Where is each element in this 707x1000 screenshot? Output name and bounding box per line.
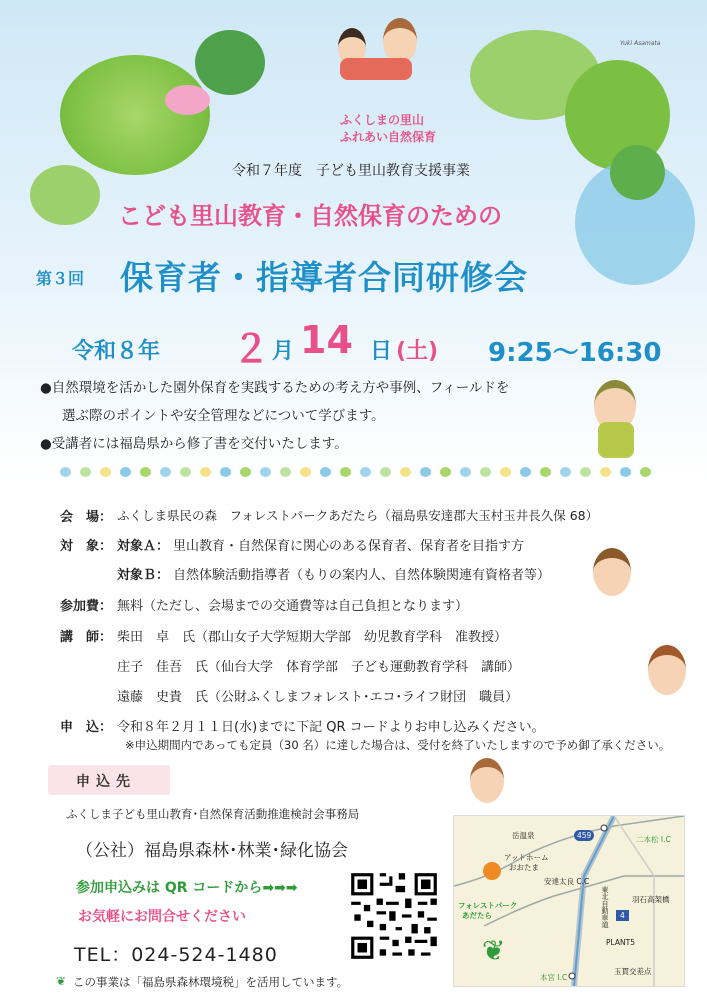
map-label-home2: おおたま <box>509 863 539 872</box>
map-label-forest1: フォレストパーク <box>458 901 518 910</box>
target-b-value: 自然体験活動指導者（もりの案内人、自然体験関連有資格者等） <box>173 568 551 583</box>
divider-dot <box>400 467 411 477</box>
fee-value: 無料（ただし、会場までの交通費等は自己負担となります） <box>117 599 469 614</box>
date-era-year: 令和８年 <box>72 339 161 364</box>
map-label-nihonmatsu: 二本松 I.C <box>636 835 671 844</box>
qr-instruction-text: 参加申込みは QR コードから <box>76 880 263 896</box>
tree-illustration-left-dark <box>195 30 265 95</box>
sprout-icon: ❦ <box>56 974 67 988</box>
map-label-motomiya: 本宮 I.C <box>540 973 568 982</box>
program-name: 令和７年度 子ども里山教育支援事業 <box>232 163 470 179</box>
teacher-body-illustration <box>598 422 634 458</box>
intro-line1: ●自然環境を活かした園外保育を実践するための考え方や事例、フィールドを <box>40 380 510 396</box>
target-b-label: 対象Ｂ： <box>117 568 170 583</box>
divider-dot <box>160 467 171 477</box>
target-a-label: 対象Ａ： <box>117 539 170 554</box>
target-a-value: 里山教育・自然保育に関心のある保育者、保育者を目指す方 <box>173 539 525 554</box>
sprout-logo-icon: ❦ <box>482 934 506 967</box>
divider-dot <box>520 467 531 477</box>
divider-dot <box>320 467 331 477</box>
divider-dot <box>80 467 91 477</box>
org-name: （公社）福島県森林･林業･緑化協会 <box>76 841 348 861</box>
divider-dot <box>120 467 131 477</box>
intro-line2: 選ぶ際のポイントや安全管理などについて学びます。 <box>62 408 385 424</box>
venue-value: ふくしま県民の森 フォレストパークあだたら（福島県安達郡大玉村玉井長久保 68） <box>117 508 599 523</box>
apply-label: 申 込： <box>60 720 113 735</box>
qr-arrows: ➡➡➡ <box>262 880 298 896</box>
map-route-4: 4 <box>616 910 629 921</box>
bush-illustration-right <box>610 145 665 200</box>
map-label-plant5: PLANT5 <box>606 938 635 947</box>
date-day: 14 <box>300 318 353 362</box>
girl-illustration <box>593 548 631 596</box>
divider-dot <box>380 467 391 477</box>
map-label-haneishi: 羽石高架橋 <box>632 895 670 904</box>
intro-line3: ●受講者には福島県から修了書を交付いたします。 <box>40 436 348 452</box>
divider-dot <box>580 467 591 477</box>
qr-instruction <box>76 877 298 897</box>
children-body-illustration <box>340 58 412 80</box>
divider-dot <box>220 467 231 477</box>
fee-label: 参加費： <box>60 599 113 614</box>
divider-dot <box>180 467 191 477</box>
tree-illustration-left <box>60 55 210 175</box>
lecturer-3: 遠藤 史貴 氏（公財ふくしまフォレスト･エコ･ライフ財団 職員） <box>117 690 519 705</box>
divider-dot <box>640 467 651 477</box>
divider-dot <box>540 467 551 477</box>
map-label-tamanoi: 玉貫交差点 <box>614 967 652 976</box>
kid-illustration-map <box>470 758 504 803</box>
map-label-forest2: あだたら <box>462 911 492 920</box>
telephone: TEL：024-524-1480 <box>74 944 278 966</box>
map-route-459: 459 <box>574 830 594 841</box>
map-label-expressway: 東北自動車道 <box>601 886 609 928</box>
divider-dot <box>500 467 511 477</box>
lecturer-1: 柴田 卓 氏（郡山女子大学短期大学部 幼児教育学科 准教授） <box>117 630 508 645</box>
divider-dot <box>600 467 611 477</box>
boy-illustration <box>648 645 686 695</box>
divider-dot <box>420 467 431 477</box>
divider-dot <box>300 467 311 477</box>
tree-illustration-left-small <box>30 165 100 225</box>
map-label-dake: 岳温泉 <box>512 831 535 840</box>
divider-dot <box>560 467 571 477</box>
date-weekday: (土) <box>396 339 439 364</box>
access-map <box>453 815 685 987</box>
divider-dot <box>340 467 351 477</box>
divider-dot <box>100 467 111 477</box>
divider-dot <box>360 467 371 477</box>
divider-dot <box>200 467 211 477</box>
dotted-divider <box>60 467 650 479</box>
date-time: 9:25～16:30 <box>488 338 662 368</box>
target-label: 対 象： <box>60 539 113 554</box>
divider-dot <box>480 467 491 477</box>
edition-label: 第３回 <box>36 269 85 288</box>
qr-code-icon <box>348 870 440 962</box>
divider-dot <box>440 467 451 477</box>
map-label-home1: アットホーム <box>504 853 549 862</box>
apply-note: ※申込期間内であっても定員（30 名）に達した場合は、受付を終了いたしますので予め御了承ください。 <box>125 738 671 752</box>
divider-dot <box>280 467 291 477</box>
lecturer-label: 講 師： <box>60 630 113 645</box>
divider-dot <box>620 467 631 477</box>
lecturer-2: 庄子 佳吾 氏（仙台大学 体育学部 子ども運動教育学科 講師） <box>117 660 521 675</box>
divider-dot <box>460 467 471 477</box>
logo-line2: ふれあい自然保育 <box>340 130 437 144</box>
inquiry-text: お気軽にお問合せください <box>78 909 246 925</box>
council-name: ふくしま子ども里山教育･自然保育活動推進検討会事務局 <box>66 807 360 821</box>
divider-dot <box>240 467 251 477</box>
date-month: ２ <box>232 327 271 371</box>
venue-label: 会 場： <box>60 510 113 525</box>
logo-line1: ふくしまの里山 <box>340 113 425 127</box>
flower-illustration <box>165 85 210 115</box>
main-title: 保育者・指導者合同研修会 <box>120 258 528 297</box>
date-month-unit: 月 <box>272 339 295 364</box>
artist-signature: Yuki Asamata <box>620 40 661 47</box>
application-qr-code[interactable] <box>348 870 440 962</box>
divider-dot <box>60 467 71 477</box>
footer-note: この事業は「福島県森林環境税」を活用しています。 <box>73 975 349 989</box>
subtitle: こども里山教育・自然保育のための <box>118 202 502 230</box>
divider-dot <box>140 467 151 477</box>
apply-value: 令和８年２月１１日(水)までに下記 QR コードよりお申し込みください。 <box>117 720 545 735</box>
apply-to-label: 申込先 <box>76 774 136 790</box>
date-day-unit: 日 <box>370 339 393 364</box>
map-label-adachitara-cc: 安達太良 C.C <box>544 877 590 886</box>
apply-to-badge <box>48 765 170 795</box>
divider-dot <box>260 467 271 477</box>
